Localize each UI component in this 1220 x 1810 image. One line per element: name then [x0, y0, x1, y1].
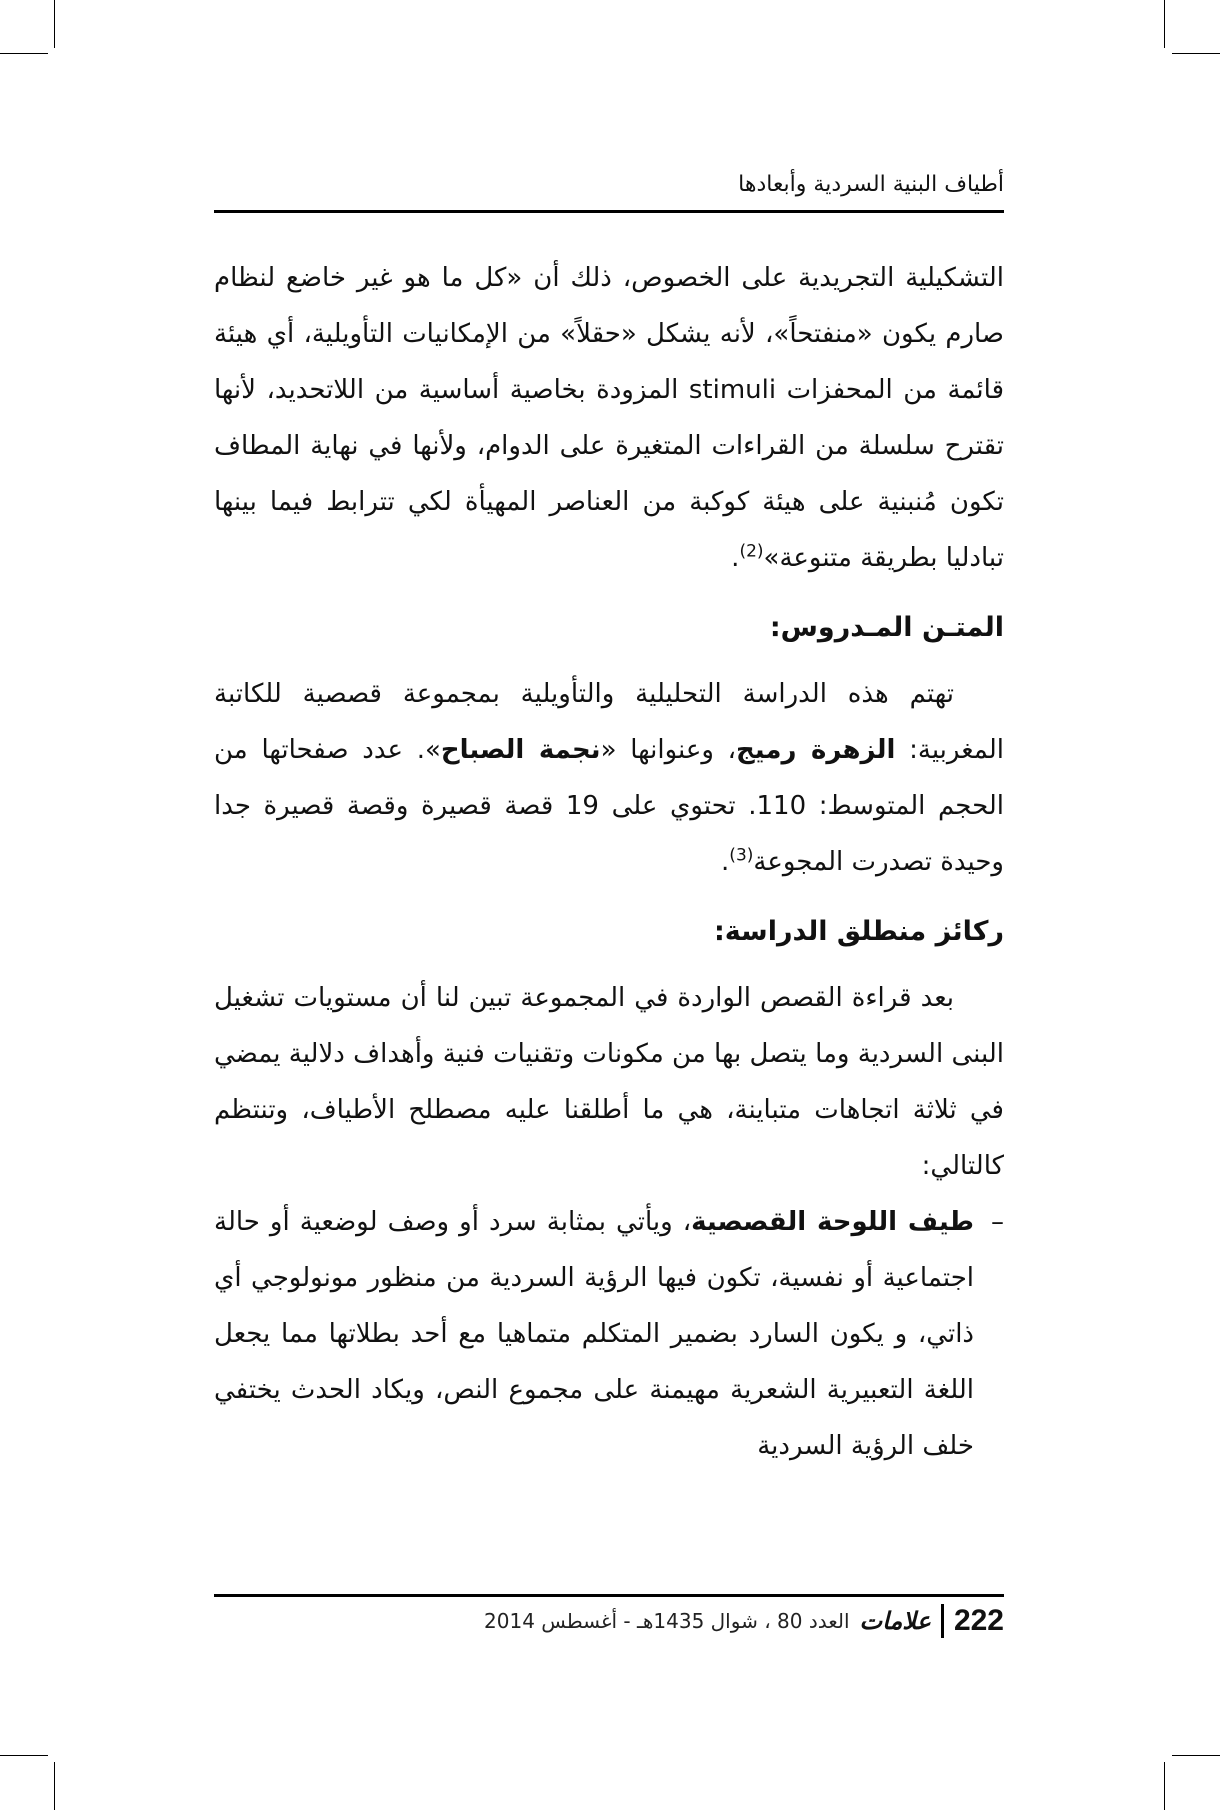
paragraph-1-text: التشكيلية التجريدية على الخصوص، ذلك أن «كل ما هو غير خاضع لنظام صارم يكون «منفتحاً»، لأنه يشكل «حقلاً» من الإمكانيات التأويلية، أي هيئة قائمة من المحفزات stimuli المزودة بخاصية أساسية من اللاتحديد، لأنها تقترح سلسلة من القراءات المتغيرة على الدوام، ولأنها في نهاية المطاف تكون مُنبنية على هيئة كوكبة من العناصر المهيأة لكي تترابط فيما بينها تبادليا بطريقة متنوعة»	[214, 263, 1004, 573]
section-heading-foundations: ركائز منطلق الدراسة:	[713, 916, 1004, 947]
author-name: الزهرة رميج	[736, 735, 896, 765]
crop-mark	[0, 53, 48, 54]
running-header: أطياف البنية السردية وأبعادها	[738, 172, 1004, 197]
bullet-term: طيف اللوحة القصصية	[691, 1207, 974, 1237]
page-number: 222	[953, 1604, 1004, 1637]
paragraph-2-text-c: ». عدد صفحاتها من الحجم المتوسط: 110. تحتوي على 19 قصة قصيرة وقصة قصيرة جدا وحيدة تصدرت المجوعة	[214, 735, 1005, 877]
crop-mark	[54, 1762, 55, 1810]
footnote-ref-3: (3)	[729, 845, 754, 866]
crop-mark	[0, 1755, 48, 1756]
book-title: نجمة الصباح	[440, 735, 601, 765]
page-footer	[484, 1604, 1004, 1638]
bullet-text: ، ويأتي بمثابة سرد أو وصف لوضعية أو حالة اجتماعية أو نفسية، تكون فيها الرؤية السردية من منظور مونولوجي أي ذاتي، و يكون السارد بضمير المتكلم متماهيا مع أحد بطلاتها مما يجعل اللغة التعبيرية الشعرية مهيمنة على مجموع النص، ويكاد الحدث يختفي خلف الرؤية السردية	[214, 1207, 974, 1461]
paragraph-1	[214, 250, 1004, 586]
paragraph-2-end: .	[721, 847, 730, 877]
paragraph-3: بعد قراءة القصص الواردة في المجموعة تبين لنا أن مستويات تشغيل البنى السردية وما يتصل بها من مكونات وتقنيات فنية وأهداف دلالية يمضي في ثلاثة اتجاهات متباينة، هي ما أطلقنا عليه مصطلح الأطياف، وتنتظم كالتالي:	[214, 983, 1004, 1181]
footnote-ref-2: (2)	[739, 541, 764, 562]
footer-rule	[214, 1594, 1004, 1597]
paragraph-1-end: .	[731, 543, 740, 573]
journal-logo: علامات	[859, 1607, 931, 1635]
paragraph-2-text-a: تهتم هذه الدراسة التحليلية والتأويلية بمجموعة قصصية للكاتبة المغربية:	[214, 679, 1004, 765]
crop-mark	[1164, 0, 1165, 48]
crop-mark	[1172, 53, 1220, 54]
paragraph-2-text-b: ، وعنوانها «	[600, 735, 737, 765]
paragraph-2	[214, 666, 1004, 890]
section-heading-corpus: المتـن المـدروس:	[769, 612, 1004, 643]
crop-mark	[1172, 1755, 1220, 1756]
bullet-dash: –	[991, 1207, 1004, 1237]
page-body	[214, 250, 1004, 1474]
bullet-item	[214, 1194, 1004, 1474]
issue-info: العدد 80 ، شوال 1435هـ - أغسطس 2014	[484, 1609, 850, 1633]
crop-mark	[1164, 1762, 1165, 1810]
header-rule	[214, 210, 1004, 213]
crop-mark	[54, 0, 55, 48]
footer-separator	[941, 1604, 944, 1638]
